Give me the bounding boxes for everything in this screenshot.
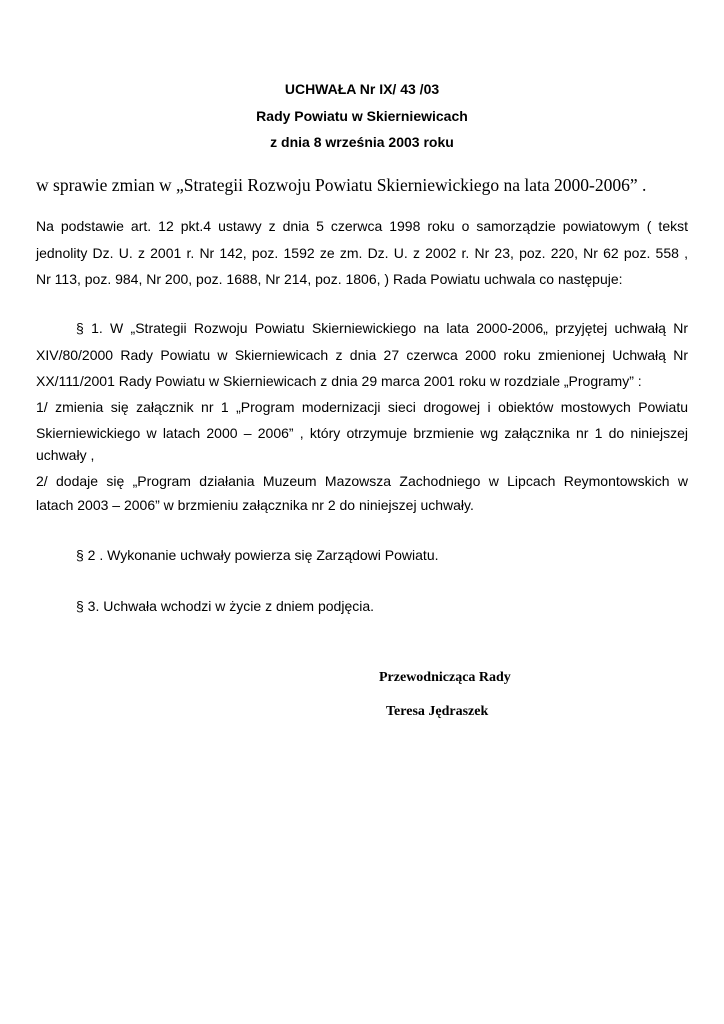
section-1-line: § 1. W „Strategii Rozwoju Powiatu Skierniewickiego na lata 2000-2006„ przyjętej uchwałą Nr bbox=[76, 320, 688, 336]
resolution-number: UCHWAŁA Nr IX/ 43 /03 bbox=[284, 81, 440, 97]
section-3: § 3. Uchwała wchodzi w życie z dniem podjęcia. bbox=[76, 598, 375, 614]
preamble-line: Nr 113, poz. 984, Nr 200, poz. 1688, Nr 214, poz. 1806, ) Rada Powiatu uchwala co następuje: bbox=[36, 271, 623, 287]
section-1-line: 1/ zmienia się załącznik nr 1 „Program modernizacji sieci drogowej i obiektów mostowych Powiatu bbox=[36, 399, 688, 415]
section-1-line: XIV/80/2000 Rady Powiatu w Skierniewicach z dnia 27 czerwca 2000 roku zmienionej Uchwałą Nr bbox=[36, 347, 688, 363]
resolution-subject: w sprawie zmian w „Strategii Rozwoju Powiatu Skierniewickiego na lata 2000-2006” . bbox=[36, 175, 647, 195]
section-1-line: latach 2003 – 2006” w brzmieniu załącznika nr 2 do niniejszej uchwały. bbox=[36, 497, 474, 513]
issuing-body: Rady Powiatu w Skierniewicach bbox=[256, 108, 468, 124]
section-1-line: uchwały , bbox=[36, 447, 95, 463]
section-1-line: 2/ dodaje się „Program działania Muzeum Mazowsza Zachodniego w Lipcach Reymontowskich w bbox=[36, 473, 688, 489]
preamble-line: Na podstawie art. 12 pkt.4 ustawy z dnia 5 czerwca 1998 roku o samorządzie powiatowym ( tekst bbox=[36, 218, 688, 234]
section-1-line: Skierniewickiego w latach 2000 – 2006” , który otrzymuje brzmienie wg załącznika nr 1 do niniejszej bbox=[36, 425, 688, 441]
preamble-line: jednolity Dz. U. z 2001 r. Nr 142, poz. 1592 ze zm. Dz. U. z 2002 r. Nr 23, poz. 220, Nr 62 poz. 558 , bbox=[36, 245, 688, 261]
resolution-date: z dnia 8 września 2003 roku bbox=[270, 134, 454, 150]
signature-title: Przewodnicząca Rady bbox=[379, 670, 511, 685]
section-2: § 2 . Wykonanie uchwały powierza się Zarządowi Powiatu. bbox=[76, 547, 439, 563]
section-1-line: XX/111/2001 Rady Powiatu w Skierniewicach z dnia 29 marca 2001 roku w rozdziale „Programy” : bbox=[36, 373, 642, 389]
signature-name: Teresa Jędraszek bbox=[386, 704, 489, 719]
